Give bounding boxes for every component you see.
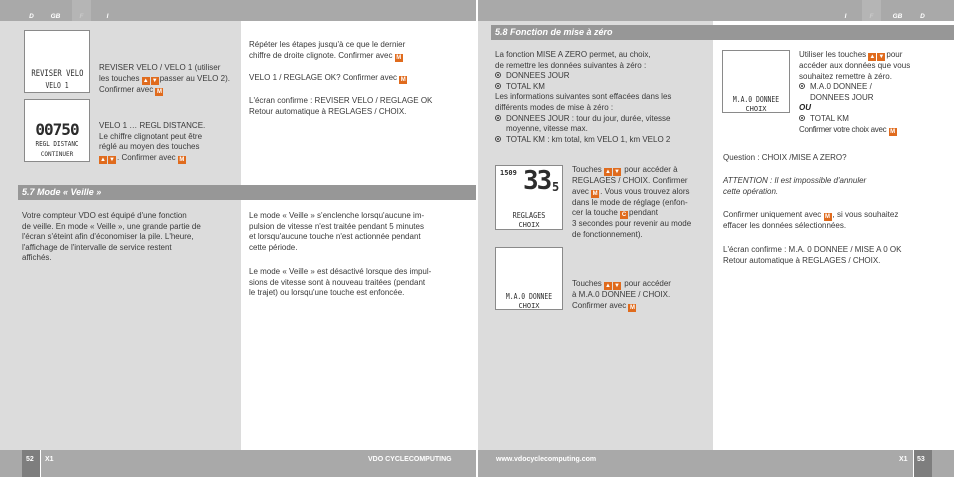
text-line: affichés. xyxy=(22,253,52,263)
lang-tab-gb: GB xyxy=(50,13,61,20)
text-line: REVISER VELO / VELO 1 (utiliser xyxy=(99,63,221,72)
lcd-screen-regl-distance xyxy=(24,99,90,162)
lang-tab-d: D xyxy=(29,13,34,20)
lcd-line: M.A.0 DONNEE xyxy=(732,95,780,104)
footer-bar-right xyxy=(478,450,954,477)
c-key-icon: C xyxy=(621,212,627,219)
lcd-screen-reglages-choix xyxy=(495,165,563,230)
text-line: l'écran s'éteint afin d'économiser la pile. L'heure, xyxy=(22,232,194,242)
up-key-icon: ▲ xyxy=(142,77,149,84)
list-item: TOTAL KM : km total, km VELO 1, km VELO 2 xyxy=(506,134,671,144)
header-bar-right xyxy=(478,0,954,21)
lcd-time: 1509 xyxy=(500,169,517,177)
text-line: de remettre les données suivantes à zéro : xyxy=(495,60,647,70)
text-line: VELO 1 … REGL DISTANCE. xyxy=(99,121,206,130)
repeter-paragraph xyxy=(249,40,471,62)
m-key-icon: M xyxy=(156,88,162,95)
attention-paragraph xyxy=(723,176,951,197)
down-key-icon: ▼ xyxy=(151,77,158,84)
text-line: souhaitez remettre à zéro. xyxy=(799,71,892,81)
lang-tab-d-right: D xyxy=(920,13,925,20)
m-key-icon: M xyxy=(592,190,598,197)
section-title-mise-a-zero: 5.8 Fonction de mise à zéro xyxy=(491,25,954,40)
ecran-confirme-mao-paragraph xyxy=(723,245,951,266)
text-fragment: . Vous vous trouvez alors xyxy=(600,186,690,196)
up-key-icon: ▲ xyxy=(869,54,876,60)
footer-pagebox-left xyxy=(22,450,40,477)
text-line: Le chiffre clignotant peut être xyxy=(99,131,203,141)
text-fragment: Touches xyxy=(572,165,602,174)
lang-tab-f-right: F xyxy=(862,0,881,21)
footer-divider xyxy=(913,450,914,477)
text-line: effacer les données sélectionnées. xyxy=(723,221,847,230)
lcd-line: REGLAGES xyxy=(512,211,546,220)
reglage-ok-paragraph xyxy=(249,73,471,84)
text-line: REGLAGES / CHOIX. Confirmer xyxy=(572,176,688,185)
text-fragment: Confirmer votre choix avec xyxy=(799,124,887,134)
footer-page-number-left: 52 xyxy=(26,456,34,463)
text-fragment: cer la touche xyxy=(572,208,618,218)
lcd-line: CHOIX xyxy=(518,221,540,229)
text-fragment: Utiliser les touches xyxy=(799,50,867,59)
list-item: TOTAL KM xyxy=(506,81,545,91)
lcd-digits: 00750 xyxy=(35,120,79,139)
text-line: de fonctionnement). xyxy=(572,229,643,239)
velo1-regl-paragraph xyxy=(99,121,239,164)
text-line: Votre compteur VDO est équipé d'une fonction xyxy=(22,211,187,220)
list-item-continuation: DONNEES JOUR xyxy=(810,92,874,102)
list-item: TOTAL KM xyxy=(810,113,849,123)
lcd-line: REVISER VELO xyxy=(31,69,84,79)
text-line: différents modes de mise à zéro : xyxy=(495,102,614,112)
touches-mao-paragraph xyxy=(572,279,710,312)
text-line: de veille. En mode « Veille », une grande partie de xyxy=(22,221,201,231)
text-line: La fonction MISE A ZERO permet, au choix, xyxy=(495,50,651,59)
list-item-continuation: moyenne, vitesse max. xyxy=(506,124,588,134)
footer-bar-left xyxy=(0,450,476,477)
confirmer-uniquement-paragraph xyxy=(723,210,951,232)
footer-model-right: X1 xyxy=(899,456,908,463)
text-line: L'écran confirme : M.A. 0 DONNEE / MISE A 0 OK xyxy=(723,245,902,254)
veille-activation-paragraph xyxy=(249,211,471,253)
veille-intro-paragraph xyxy=(22,211,236,264)
text-fragment: Confirmer avec xyxy=(572,300,627,310)
section-title-veille: 5.7 Mode « Veille » xyxy=(18,185,476,200)
text-fragment: Confirmer uniquement avec xyxy=(723,210,822,219)
footer-model-left: X1 xyxy=(45,456,54,463)
up-key-icon: ▲ xyxy=(605,283,611,289)
footer-website: www.vdocyclecomputing.com xyxy=(496,456,597,463)
list-item: DONNEES JOUR xyxy=(506,71,570,81)
up-key-icon: ▲ xyxy=(605,169,611,175)
text-line: Les informations suivantes sont effacées dans les xyxy=(495,92,672,102)
footer-divider xyxy=(40,450,41,477)
text-line: pulsion de vitesse n'est traitée pendant 5 minutes xyxy=(249,221,424,231)
lcd-screen-reviser-velo xyxy=(24,30,90,93)
down-key-icon: ▼ xyxy=(614,283,620,289)
lcd-line: VELO 1 xyxy=(45,81,69,90)
text-fragment: passer au VELO 2). xyxy=(159,73,230,83)
question-line: Question : CHOIX /MISE A ZERO? xyxy=(723,153,847,162)
bullet-icon xyxy=(495,115,501,121)
lcd-line: REGL DISTANC xyxy=(35,140,79,148)
text-line: ATTENTION : Il est impossible d'annuler xyxy=(723,176,867,185)
ou-label: OU xyxy=(799,103,811,113)
list-item: M.A.0 DONNEE / xyxy=(810,82,872,92)
m-key-icon: M xyxy=(396,54,402,61)
text-line: et lorsqu'aucune touche n'est actionnée pendant xyxy=(249,232,421,242)
up-key-icon: ▲ xyxy=(100,156,106,163)
veille-deactivation-paragraph xyxy=(249,267,471,299)
mise-a-zero-intro xyxy=(495,50,709,145)
text-fragment: les touches xyxy=(99,73,140,83)
reviser-velo-paragraph xyxy=(99,63,239,96)
text-fragment: VELO 1 / REGLAGE OK? Confirmer avec xyxy=(249,73,398,82)
m-key-icon: M xyxy=(179,156,185,163)
text-fragment: , si vous souhaitez xyxy=(832,210,899,219)
bullet-icon xyxy=(495,72,501,78)
text-line: 3 secondes pour revenir au mode xyxy=(572,219,692,229)
text-line: réglé au moyen des touches xyxy=(99,142,200,152)
m-key-icon: M xyxy=(890,128,896,135)
text-line: l'affichage de l'intervalle de service restent xyxy=(22,242,172,252)
text-line: cette opération. xyxy=(723,186,779,196)
ecran-confirme-paragraph xyxy=(249,96,471,117)
footer-page-number-right: 53 xyxy=(917,456,925,463)
touches-reglages-paragraph xyxy=(572,165,710,240)
text-fragment: pour accéder xyxy=(624,279,671,288)
text-line: Répéter les étapes jusqu'à ce que le dernier xyxy=(249,40,406,49)
text-line: sions de vitesse sont à nouveau traitées (pendant xyxy=(249,277,426,287)
list-item: DONNEES JOUR : tour du jour, durée, vitesse xyxy=(506,113,671,123)
lcd-speed: 33 xyxy=(523,166,551,196)
lcd-speed-decimal: 5 xyxy=(552,180,560,194)
text-fragment: pendant xyxy=(629,208,658,218)
text-fragment: avec xyxy=(572,186,589,196)
down-key-icon: ▼ xyxy=(109,156,115,163)
text-line: le trajet) ou lorsqu'une touche est enfoncée. xyxy=(249,288,405,298)
down-key-icon: ▼ xyxy=(614,169,620,175)
lcd-line: M.A.0 DONNEE xyxy=(505,292,553,301)
footer-pagebox-right xyxy=(914,450,932,477)
text-line: à M.A.0 DONNEE / CHOIX. xyxy=(572,290,671,299)
m-key-icon: M xyxy=(400,77,406,83)
m-key-icon: M xyxy=(825,214,831,220)
text-line: cette période. xyxy=(249,242,298,252)
bullet-icon xyxy=(495,83,501,89)
text-line: Retour automatique à REGLAGES / CHOIX. xyxy=(723,255,881,265)
lcd-screen-mao-donnee-2 xyxy=(722,50,790,113)
lcd-line: CHOIX xyxy=(518,302,540,310)
text-fragment: . Confirmer avec xyxy=(117,152,176,162)
text-line: dans le mode de réglage (enfon- xyxy=(572,197,688,207)
lang-tab-gb-right: GB xyxy=(892,13,903,20)
lang-tab-i-right: I xyxy=(844,13,847,20)
text-line: Le mode « Veille » est désactivé lorsque des impul- xyxy=(249,267,432,276)
text-line: Le mode « Veille » s'enclenche lorsqu'aucune im- xyxy=(249,211,425,220)
text-fragment: Confirmer avec xyxy=(99,84,154,94)
text-fragment: Touches xyxy=(572,279,602,288)
text-fragment: pour accéder à xyxy=(624,165,678,174)
lcd-line: CONTINUER xyxy=(40,151,74,158)
text-fragment: pour xyxy=(886,50,903,59)
utiliser-touches-paragraph xyxy=(799,50,951,136)
lang-tab-i: I xyxy=(106,13,109,20)
text-line: Retour automatique à REGLAGES / CHOIX. xyxy=(249,106,407,116)
bullet-icon xyxy=(799,115,805,121)
text-fragment: chiffre de droite clignote. Confirmer avec xyxy=(249,50,393,60)
bullet-icon xyxy=(799,83,805,89)
m-key-icon: M xyxy=(629,304,635,311)
bullet-icon xyxy=(495,136,501,142)
text-line: accéder aux données que vous xyxy=(799,61,911,70)
lcd-screen-mao-donnee xyxy=(495,247,563,310)
down-key-icon: ▼ xyxy=(878,54,885,60)
footer-brand: VDO CYCLECOMPUTING xyxy=(368,456,452,463)
lcd-line: CHOIX xyxy=(745,105,767,113)
lang-tab-f: F xyxy=(72,0,91,21)
text-line: L'écran confirme : REVISER VELO / REGLAGE OK xyxy=(249,96,433,105)
